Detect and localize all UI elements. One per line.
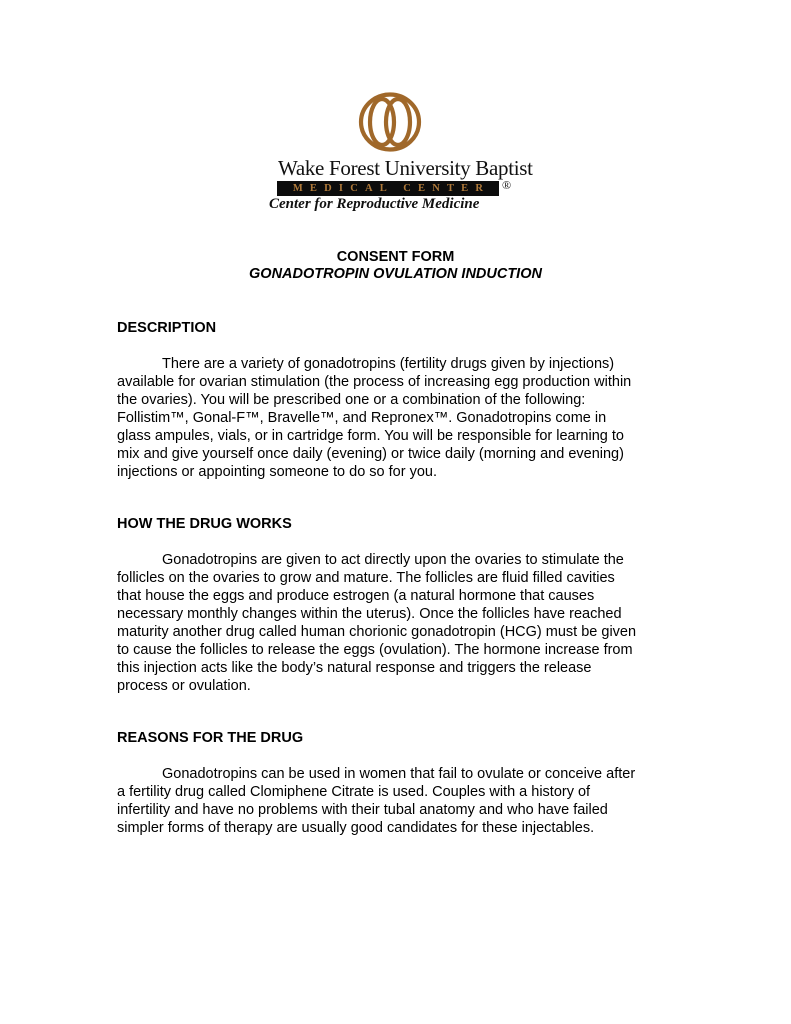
section-heading-how-drug-works: HOW THE DRUG WORKS	[117, 516, 292, 532]
section-body-description	[117, 355, 687, 481]
institution-name: Wake Forest University Baptist	[278, 156, 533, 180]
paragraph-line: mix and give yourself once daily (evening) or twice daily (morning and evening)	[117, 446, 624, 462]
paragraph-line: a fertility drug called Clomiphene Citrate is used. Couples with a history of	[117, 784, 591, 800]
paragraph-line: available for ovarian stimulation (the process of increasing egg production within	[117, 374, 632, 390]
paragraph-line: injections or appointing someone to do so for you.	[117, 464, 438, 480]
section-heading-reasons: REASONS FOR THE DRUG	[117, 730, 304, 746]
document-title: CONSENT FORM	[336, 249, 455, 265]
paragraph-line: glass ampules, vials, or in cartridge form. You will be responsible for learning to	[117, 428, 624, 444]
paragraph-line: this injection acts like the body’s natural response and triggers the release	[117, 660, 592, 676]
paragraph-line: Follistim™, Gonal-F™, Bravelle™, and Repronex™. Gonadotropins come in	[117, 410, 607, 426]
institution-bar-text: MEDICAL CENTER	[292, 183, 491, 194]
paragraph-line: Gonadotropins are given to act directly upon the ovaries to stimulate the	[162, 552, 624, 568]
paragraph-line: There are a variety of gonadotropins (fertility drugs given by injections)	[162, 356, 615, 372]
section-body-how-drug-works	[117, 551, 687, 695]
section-heading-description: DESCRIPTION	[117, 320, 217, 336]
department-name: Center for Reproductive Medicine	[269, 196, 480, 212]
paragraph-line: the ovaries). You will be prescribed one or a combination of the following:	[117, 392, 586, 408]
paragraph-line: necessary monthly changes within the uterus). Once the follicles have reached	[117, 606, 622, 622]
section-body-reasons	[117, 765, 687, 837]
paragraph-line: Gonadotropins can be used in women that fail to ovulate or conceive after	[162, 766, 636, 782]
paragraph-line: infertility and have no problems with their tubal anatomy and who have failed	[117, 802, 608, 818]
paragraph-line: simpler forms of therapy are usually good candidates for these injectables.	[117, 820, 595, 836]
paragraph-line: process or ovulation.	[117, 678, 251, 694]
institution-bar	[277, 181, 499, 196]
paragraph-line: that house the eggs and produce estrogen (a natural hormone that causes	[117, 588, 595, 604]
document-subtitle: GONADOTROPIN OVULATION INDUCTION	[249, 266, 542, 282]
paragraph-line: to cause the follicles to release the eggs (ovulation). The hormone increase from	[117, 642, 633, 658]
medical-center-logo-icon	[358, 92, 422, 152]
paragraph-line: maturity another drug called human chorionic gonadotropin (HCG) must be given	[117, 624, 637, 640]
registered-mark: ®	[502, 178, 512, 192]
paragraph-line: follicles on the ovaries to grow and mature. The follicles are fluid filled cavities	[117, 570, 615, 586]
